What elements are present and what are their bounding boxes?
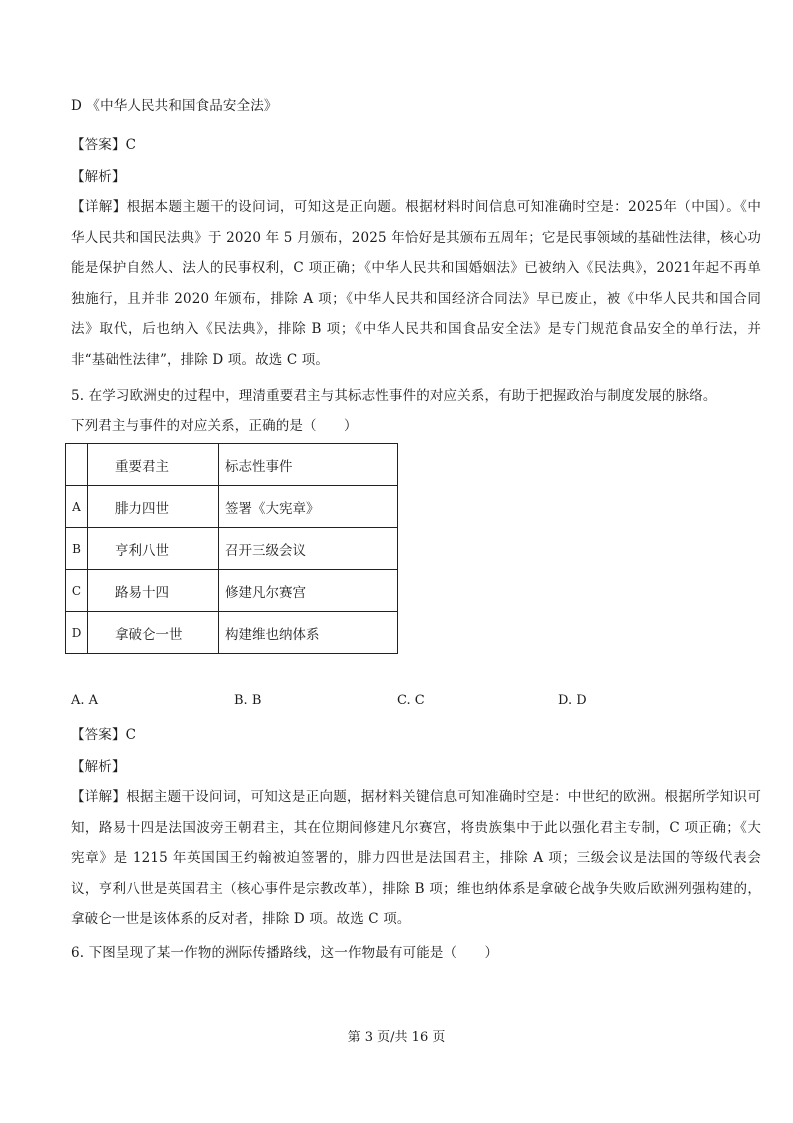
table-cell: 构建维也纳体系 xyxy=(219,612,398,654)
q4-analysis-label xyxy=(71,168,126,186)
table-cell: A xyxy=(66,486,88,528)
q4-answer-value: C xyxy=(125,137,137,153)
table-row xyxy=(66,486,398,528)
q5-answer-value: C xyxy=(125,727,137,743)
q4-detail-label: 【详解】 xyxy=(71,199,127,215)
table-cell: 拿破仑一世 xyxy=(88,612,219,654)
q5-stem-line2: 下列君主与事件的对应关系，正确的是（ ） xyxy=(71,418,358,434)
q5-answer-label: 【答案】 xyxy=(71,727,126,743)
q5-answer xyxy=(71,726,136,744)
q4-detail-text: 根据本题主题干的设问词，可知这是正向题。根据材料时间信息可知准确时空是：2025年（中国）。《中华人民共和国民法典》于 2020 年 5 月颁布，2025 年恰好是其颁布五周年；它是民事领域的基础性法律，核心功能是保护自然人、法人的民事权利，C 项正确；《中华人民共和国婚姻法》已被纳入《民法典》，2021年起不再单独施行，且并非 2020 年颁布，排除 A 项；《中华人民共和国经济合同法》早已废止，被《中华人民共和国合同法》取代，后也纳入《民法典》，排除 B 项；《中华人民共和国食品安全法》是专门规范食品安全的单行法，并非“基础性法律”，排除 D 项。故选 C 项。 xyxy=(71,199,761,368)
q5-detail-label: 【详解】 xyxy=(71,789,127,805)
table-row xyxy=(66,612,398,654)
table-cell: 路易十四 xyxy=(88,570,219,612)
q5-choice-b: B. B xyxy=(234,693,262,708)
table-header-cell xyxy=(66,444,88,486)
q4-analysis-label-text: 【解析】 xyxy=(71,169,126,185)
table-row xyxy=(66,570,398,612)
page-footer: 第 3 页/共 16 页 xyxy=(347,1030,446,1045)
q5-analysis-label-text: 【解析】 xyxy=(71,759,126,775)
table-cell: 亨利八世 xyxy=(88,528,219,570)
table-header-cell: 重要君主 xyxy=(88,444,219,486)
q4-answer-label: 【答案】 xyxy=(71,137,126,153)
q4-detail xyxy=(71,192,761,375)
table-cell: 召开三级会议 xyxy=(219,528,398,570)
q5-analysis-label xyxy=(71,758,126,776)
q5-choice-d: D. D xyxy=(558,693,587,708)
q5-choice-a: A. A xyxy=(71,693,99,708)
table-cell: B xyxy=(66,528,88,570)
q5-table xyxy=(65,443,398,654)
table-cell: C xyxy=(66,570,88,612)
q5-detail xyxy=(71,782,761,935)
q4-answer xyxy=(71,136,136,154)
q5-stem-line1: 5. 在学习欧洲史的过程中，理清重要君主与其标志性事件的对应关系，有助于把握政治与制度发展的脉络。 xyxy=(71,388,717,404)
table-cell: 签署《大宪章》 xyxy=(219,486,398,528)
q5-choice-c: C. C xyxy=(397,693,425,708)
table-header-row xyxy=(66,444,398,486)
q5-detail-text: 根据主题干设问词，可知这是正向题，据材料关键信息可知准确时空是：中世纪的欧洲。根据所学知识可知，路易十四是法国波旁王朝君主，其在位期间修建凡尔赛宫，将贵族集中于此以强化君主专制，C 项正确；《大宪章》是 1215 年英国国王约翰被迫签署的，腓力四世是法国君主，排除 A 项；三级会议是法国的等级代表会议，亨利八世是英国君主（核心事件是宗教改革），排除 B 项；维也纳体系是拿破仑战争失败后欧洲列强构建的，拿破仑一世是该体系的反对者，排除 D 项。故选 C 项。 xyxy=(71,789,761,927)
table-cell: D xyxy=(66,612,88,654)
table-cell: 修建凡尔赛宫 xyxy=(219,570,398,612)
table-row xyxy=(66,528,398,570)
q6-stem: 6. 下图呈现了某一作物的洲际传播路线，这一作物最有可能是（ ） xyxy=(71,945,499,961)
table-header-cell: 标志性事件 xyxy=(219,444,398,486)
q4-option-d: D 《中华人民共和国食品安全法》 xyxy=(71,98,278,114)
table-cell: 腓力四世 xyxy=(88,486,219,528)
